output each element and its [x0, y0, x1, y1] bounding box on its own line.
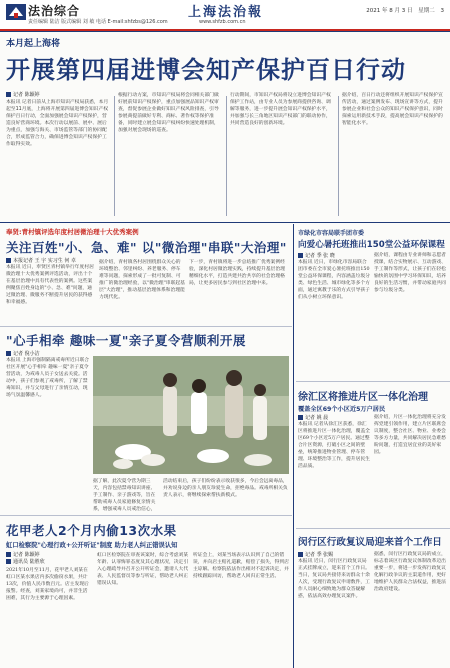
story1-column-2: 据介绍，青村镇各村居围绕群众关心的环境整治、邻里纠纷、养老服务、停车难等问题，探索形成了一批可复制、可推广的微治理经验，以"微治理"串联起基层"大治理"，推动基层治理体系和治理能力现代化。	[99, 260, 185, 300]
right-story3-byline-text: 记者 季 张赐	[305, 552, 334, 558]
lead-column-4: 据介绍，百日行动还将组织开展知识产权保护宣传活动，通过案例发布、现场宣讲等方式，提升参展企业和社会公众的知识产权保护意识，同时探索运用新技术手段，提高展会知识产权保护的智能化水平。	[342, 93, 443, 126]
photo-illustration	[93, 356, 289, 474]
story3-column-2: 虹口区检察院在审查该案时，综合考虑刘某年龄、认罪悔罪态度及其心理状况，决定引入心理疏导并召开公开听证会，邀请人大代表、人民监督员等参与听证，帮助老人纠正错误认知。	[97, 553, 189, 586]
byline-marker-icon	[298, 552, 303, 557]
byline-marker-icon	[6, 92, 11, 97]
right-story3-headline: 闵行区行政复议局迎来首个工作日	[298, 537, 442, 548]
right-story2-column-1: 本报讯 记者从徐汇区获悉，徐汇区将推进片区一体化治理，覆盖全区69个小区近5万户居民。通过整合片区资源，打破小区之间的壁垒，统筹推进物业管理、停车管理、环境整治等工作，提升居民生活品质。	[298, 422, 370, 469]
right-story1-column-2: 据介绍，课程由专业讲师和志愿者授课，结合实物展示、互动游戏、手工制作等形式，让孩子们在轻松愉快的氛围中学习环保知识，培养良好的生活习惯，并带动家庭共同参与垃圾分类。	[374, 253, 446, 293]
byline-marker-icon	[6, 559, 11, 564]
story2-column-3: 活动结束后，孩子们纷纷表示收获很多，今后会远离毒品，并劝说身边的亲人朋友珍爱生命，拒绝毒品。戒毒所相关负责人表示，将继续探索帮扶新模式。	[163, 479, 288, 498]
weekday-text: 星期二	[418, 8, 435, 14]
main-column-divider	[293, 224, 294, 668]
lead-byline-text: 记者 陈颖婷	[13, 92, 40, 98]
right-story3-column-2: 据悉，闵行区行政复议局的成立，标志着该区行政复议体制改革迈出重要一步，将进一步发挥行政复议化解行政争议的主渠道作用，更好地维护人民群众合法权益，推进法治政府建设。	[374, 552, 446, 592]
right-story1-byline-text: 记者 季 张 晓	[305, 253, 335, 259]
paper-logo-icon	[6, 4, 26, 20]
story2-headline: "心手相牵 趣味一夏"亲子夏令营顺利开展	[6, 333, 246, 348]
story1-byline	[6, 257, 76, 264]
byline-marker-icon	[6, 552, 11, 557]
lead-column-2: 根据行动方案，市知识产权局将会同相关部门做好展前知识产权保护，重点加强展品知识产权审查，督促参展企业做好知识产权风险排查，引导参展商提前做好专利、商标、著作权等保护准备，同时建立展会知识产权纠纷快速处理机制，加强对展会现场的巡查。	[118, 93, 219, 133]
right-story2-headline: 徐汇区将推进片区一体化治理	[298, 392, 428, 403]
right-story1-byline	[298, 252, 335, 259]
column-divider	[114, 96, 115, 216]
lead-column-1: 本报讯 记者日前从上海市知识产权局获悉，本月起至11月底，上海将开展第四届进博会知识产权保护百日行动，全面加强展会知识产权保护，营造良好营商环境。本次行动以展前、展中、展后为重点，加强与海关、市场监管等部门的协同配合，形成监管合力，确保进博会知识产权保护工作取得实效。	[6, 100, 109, 147]
story-divider	[0, 326, 292, 327]
story2-byline-text: 记者 倪小洁	[13, 351, 40, 357]
right-story2-byline	[298, 414, 328, 421]
kids-playing-photo	[93, 356, 289, 474]
lead-column-3: 行动期间，市知识产权局将设立进博会知识产权保护工作站，由专业人员为参展商提供咨询、调解等服务，进一步提升展会知识产权保护水平，并加强与长三角地区知识产权部门的联动协作，共同营造良好的创新环境。	[230, 93, 331, 126]
story3-byline-text: 记者 陈颖婷	[13, 552, 40, 558]
right-story2-byline-text: 记者 姚 晨	[305, 415, 329, 421]
section-name: 法治综合	[28, 4, 81, 18]
story2-byline	[6, 350, 40, 357]
masthead-blue-rule	[0, 31, 450, 32]
story3-byline	[6, 551, 40, 558]
paper-brand: 上海法治報	[188, 5, 264, 20]
byline-marker-icon	[6, 351, 11, 356]
byline-marker-icon	[6, 258, 11, 263]
story1-column-1: 本报讯 近日，奉贤区青村镇举行年度村居微治理十大优秀案例评选活动，评出十个在基层治理中具有代表性的案例。这些案例聚焦百姓身边的"小、急、难"问题，通过微治理、微服务不断提升居民的获得感和幸福感。	[6, 265, 94, 305]
story1-column-3: 下一步，青村镇将进一步总结推广优秀案例经验，深化村居微治理实践，持续提升基层治理精细化水平，打造共建共治共享的社会治理格局，让更多居民参与到社区治理中来。	[189, 260, 285, 286]
story3-column-1: 2021年10月至11月，花甲老人刘某在虹口区某水果店内多次偷窃水果，共计13次，价值人民币数百元。店主发现后报警。经查，刘某家境尚可，并非生活困难，其行为主要源于心理因素。	[6, 568, 89, 601]
lead-byline	[6, 91, 40, 98]
lead-headline: 开展第四届进博会知产保护百日行动	[6, 56, 406, 84]
right-story1-column-1: 本报讯 近日，市绿化市容局联合团市委在全市爱心暑托班推出150堂公益环保课程，内容涵盖垃圾分类、绿色生活、城市绿化等多个方面，通过寓教于乐的方式引导孩子们从小树立环保意识。	[298, 260, 370, 300]
story3-subhead: 虹口检察院"心理行政+公开听证"制度 助力老人纠正错误认知	[6, 542, 178, 549]
right-story2-column-2: 据介绍，片区一体化治理将充分发挥党建引领作用，建立片区联席会议制度，整合社区、物业、业委会等多方力量，共同解决居民急难愁盼问题，打造宜居宜业的美好家园。	[374, 415, 446, 455]
byline-marker-icon	[298, 415, 303, 420]
story3-headline: 花甲老人2个月内偷13次水果	[6, 523, 177, 538]
right-story1-tag: 市绿化市容局联手团市委	[298, 230, 365, 237]
issue-date	[362, 6, 444, 14]
column-divider	[338, 96, 339, 216]
masthead	[0, 0, 450, 30]
story1-byline-text: 本报记者 王 宇 实习生 何 卓	[13, 258, 76, 264]
editor-line: 责任编辑 陆洁 版式编辑 刘 敏 电话 E-mail:shfzbs@126.com	[28, 19, 168, 25]
story-divider	[296, 528, 450, 529]
page-number: 3	[440, 8, 444, 14]
story-divider	[296, 381, 450, 382]
story3-column-3: 听证会上，刘某当场表示认识到了自己的错误，并向店主赔礼道歉，赔偿了损失，得到店主谅解。检察院依法作出相对不起诉决定，并持续跟踪回访，帮助老人回归正常生活。	[193, 553, 289, 579]
story2-column-2: 据了解，此次夏令营为期三天，内容包括禁毒知识讲座、手工制作、亲子游戏等，旨在帮助戒毒人员家庭修复亲情关系，增强戒毒人员戒治信心，	[93, 479, 156, 512]
column-divider	[226, 96, 227, 216]
right-story1-headline: 向爱心暑托班推出150堂公益环保课程	[298, 240, 445, 250]
story3-byline-2	[6, 558, 45, 565]
story1-kicker: 奉贤:青村镇评选年度村居微治理十大优秀案例	[6, 228, 139, 236]
story2-column-1: 本报讯 上海市强制隔离戒毒所近日联合社区开展"心手相牵 趣味一夏"亲子夏令营活动，为戒毒人员子女送去关爱。活动中，孩子们参观了戒毒所，了解了禁毒知识，并与父母进行了亲情互动，现场气氛温馨感人。	[6, 358, 90, 398]
right-story2-subhead: 覆盖全区69个小区近5万户居民	[298, 406, 386, 413]
story-divider	[0, 515, 292, 516]
paper-url: www.shfzb.com.cn	[199, 19, 246, 25]
story1-headline: 关注百姓"小、急、难" 以"微治理"串联"大治理"	[6, 240, 287, 255]
right-story3-byline	[298, 551, 333, 558]
byline-marker-icon	[298, 253, 303, 258]
lead-kicker: 本月起上海将	[6, 39, 61, 49]
story3-byline2-text: 通讯员 陆胜欣	[13, 559, 45, 565]
date-text: 2021 年 8 月 3 日	[366, 8, 413, 14]
right-story3-column-1: 本报讯 近日，闵行区行政复议局正式挂牌成立，迎来首个工作日。当日，复议局共接待来访群众十余人次，受理行政复议申请数件，工作人员耐心细致地为群众答疑解惑，依法高效办理复议案件。	[298, 559, 370, 599]
section-rule	[0, 222, 450, 223]
